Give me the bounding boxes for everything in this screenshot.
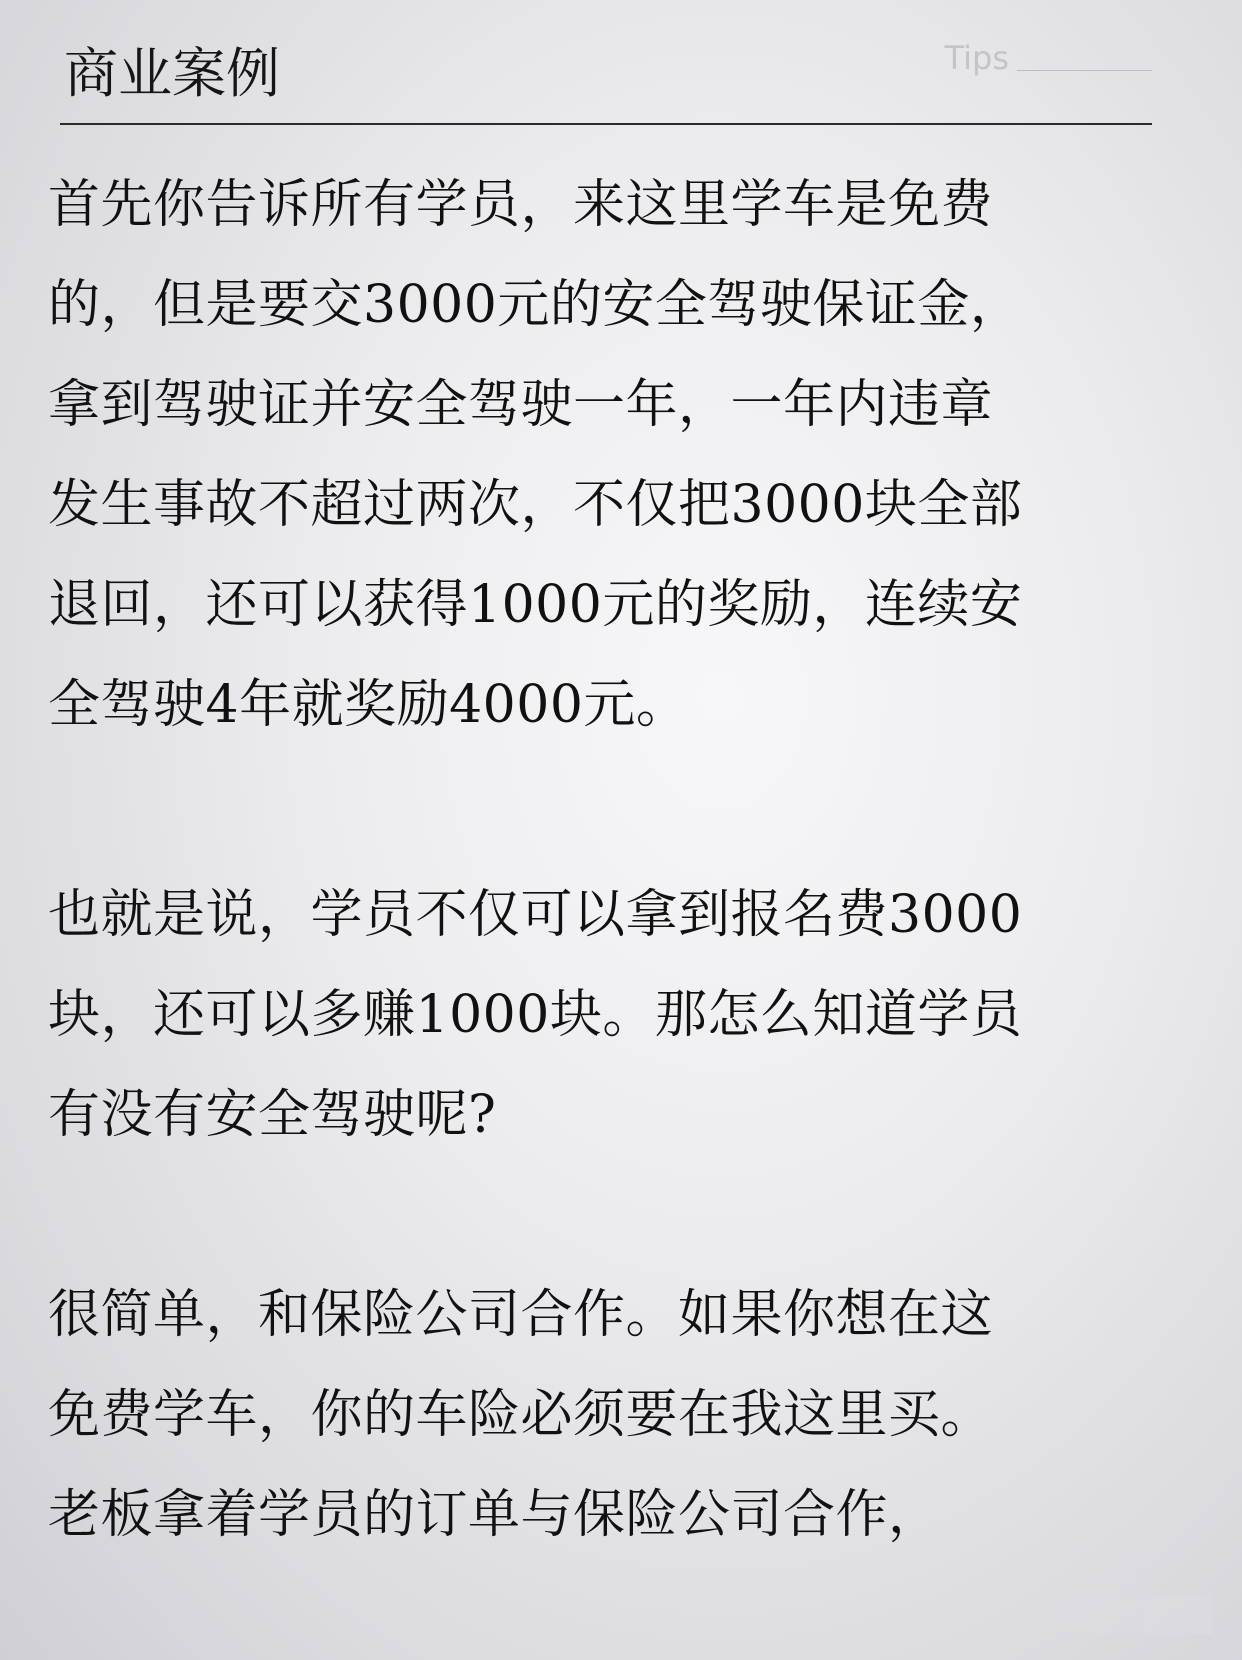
page-title: 商业案例: [64, 42, 280, 105]
paragraph-line: 首先你告诉所有学员，来这里学车是免费: [48, 175, 994, 235]
paragraph-line: 免费学车，你的车险必须要在我这里买。: [48, 1385, 994, 1445]
paragraph-line: 也就是说，学员不仅可以拿到报名费3000: [48, 885, 1023, 945]
paragraph-line: 全驾驶4年就奖励4000元。: [48, 675, 689, 735]
paragraph-line: 很简单，和保险公司合作。如果你想在这: [48, 1285, 994, 1345]
paragraph-1: [48, 155, 1022, 755]
tips-underline: [1017, 70, 1152, 71]
paragraph-line: 有没有安全驾驶呢?: [48, 1085, 497, 1145]
tips-label: Tips: [944, 39, 1009, 77]
page-header: [60, 20, 1152, 125]
paragraph-line: 的，但是要交3000元的安全驾驶保证金，: [48, 275, 1023, 335]
paragraph-line: 老板拿着学员的订单与保险公司合作，: [48, 1485, 941, 1545]
blurred-watermark: [1067, 1546, 1212, 1638]
paragraph-line: 发生事故不超过两次，不仅把3000块全部: [48, 475, 1023, 535]
paragraph-line: 拿到驾驶证并安全驾驶一年，一年内违章: [48, 375, 994, 435]
tips-tag: [945, 38, 1152, 78]
paragraph-line: 块，还可以多赚1000块。那怎么知道学员: [48, 985, 1023, 1045]
paragraph-3: [48, 1265, 993, 1565]
paragraph-2: [48, 865, 1022, 1165]
paragraph-line: 退回，还可以获得1000元的奖励，连续安: [48, 575, 1023, 635]
